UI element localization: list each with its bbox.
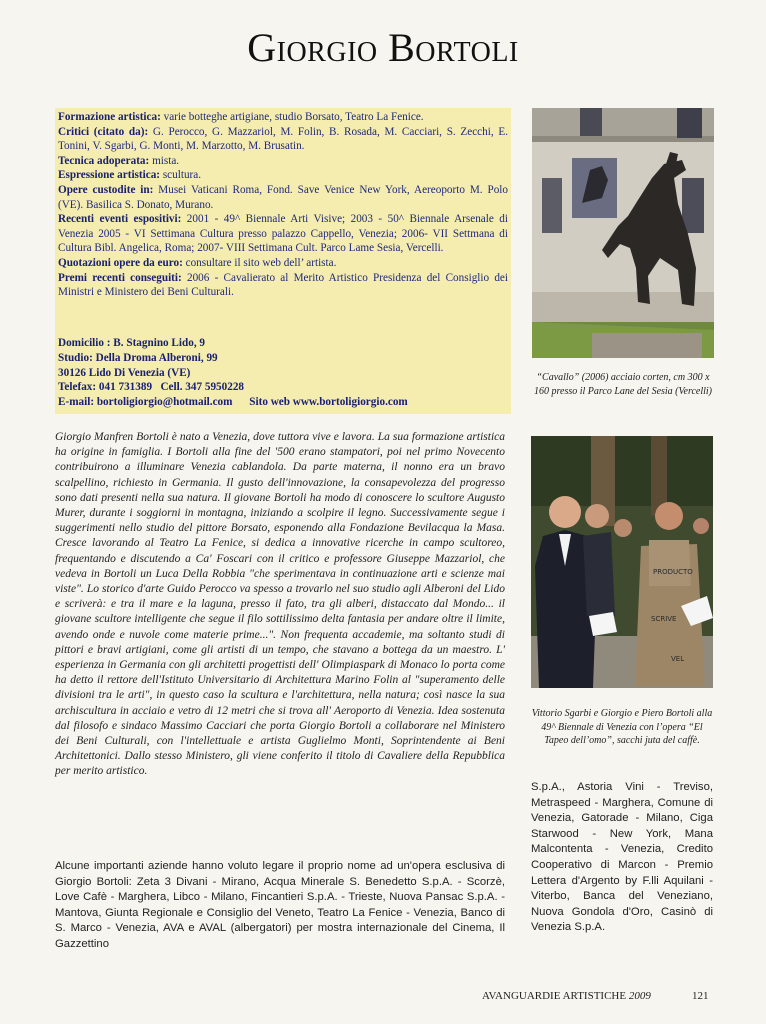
people-caption: Vittorio Sgarbi e Giorgio e Piero Bortoli alla 49^ Biennale di Venezia con l’opera “El Tapeo dell’omo”, sacchi juta del caffè.: [531, 708, 713, 746]
contact-web-line: [58, 395, 408, 410]
sack-label-1: PRODUCTO: [653, 568, 693, 576]
info-quotazioni: Quotazioni opere da euro: consultare il sito web dell’ artista.: [58, 256, 337, 269]
sack-label-2: SCRIVE: [651, 615, 677, 623]
contact-studio: Studio: Della Droma Alberoni, 99: [58, 351, 218, 364]
info-espressione: Espressione artistica: scultura.: [58, 169, 202, 182]
biography-text: [55, 430, 505, 780]
companies-text-continued: S.p.A., Astoria Vini - Treviso, Metraspeed - Marghera, Comune di Venezia, Gatorade - Milano, Ciga Starwood - New York, Mana Malcontenta - Venezia, Credito Cooperativo di Marcon - Premio Lettera d'Argento by F.lli Aquilani - Viterbo, Banca del Veneziano, Nuova Gondola d'Oro, Casinò di Venezia S.p.A.: [531, 781, 713, 934]
sack-label-3: VEL: [671, 655, 685, 663]
horse-sculpture-illustration: [532, 108, 714, 358]
info-eventi: Recenti eventi espositivi: 2001 - 49^ Biennale Arti Visive; 2003 - 50^ Biennale Arsenale di Venezia 2005 - VI Settimana Cultura presso palazzo Cappello, Venezia; 2006- VII Settmana di Cultura Bibl. Angelica, Roma; 2007- VIII Settimana Cult. Parco Lame Sesia, Vercelli.: [58, 213, 508, 255]
companies-text: Alcune importanti aziende hanno voluto legare il proprio nome ad un'opera esclusiva di Giorgio Bortoli: Zeta 3 Divani - Mirano, Acqua Minerale S. Benedetto S.p.A. - Scorzè, Love Cafè - Marghera, Libco - Milano, Fincantieri S.p.A. - Trieste, Nuova Pansac S.p.A. - Mantova, Giunta Regionale e Consiglio del Veneto, Teatro La Fenice - Venezia, Banco di S. Marco - Venezia, AVA e AVAL (albergatori) per mostra internazionale del Cinema, Il Gazzettino: [55, 860, 505, 950]
info-critici: Critici (citato da): G. Perocco, G. Mazzariol, M. Folin, B. Rosada, M. Cacciari, S. Zecchi, E. Tonini, V. Sgarbi, G. Monti, M. Marzotto, M. Brusatin.: [58, 125, 508, 153]
magazine-name: AVANGUARDIE ARTISTICHE: [482, 990, 627, 1002]
horse-caption: “Cavallo” (2006) acciaio corten, cm 300 x 160 presso il Parco Lane del Sesia (Vercelli): [533, 372, 713, 397]
info-box: [55, 108, 511, 414]
contact-website[interactable]: Sito web www.bortoligiorgio.com: [249, 396, 408, 409]
contact-email[interactable]: E-mail: bortoligiorgio@hotmail.com: [58, 396, 233, 409]
contact-block: [58, 336, 408, 410]
info-formazione: Formazione artistica: varie botteghe artigiane, studio Borsato, Teatro La Fenice.: [58, 111, 424, 123]
contact-domicilio: Domicilio : B. Stagnino Lido, 9: [58, 337, 206, 349]
people-photo-illustration: [531, 436, 713, 688]
horse-sculpture-photo: [532, 108, 714, 358]
magazine-year: 2009: [628, 990, 651, 1002]
contact-telefax: Telefax: 041 731389 Cell. 347 5950228: [58, 381, 245, 394]
page-number: 121: [692, 990, 709, 1002]
info-opere: Opere custodite in: Musei Vaticani Roma, Fond. Save Venice New York, Aereoporto M. Polo (VE). Basilica S. Donato, Murano.: [58, 183, 509, 211]
page-footer: [482, 990, 709, 1002]
page-title: Giorgio Bortoli: [247, 25, 519, 70]
info-premi: Premi recenti conseguiti: 2006 - Cavalierato al Merito Artistico Presidenza del Consiglio dei Ministri e Ministero dei Beni Culturali.: [58, 271, 509, 299]
biennale-people-photo: [531, 436, 713, 688]
contact-city: 30126 Lido Di Venezia (VE): [58, 366, 191, 379]
bio-paragraph: Giorgio Manfren Bortoli è nato a Venezia, dove tuttora vive e lavora. La sua formazione artistica ha origine in famiglia. I Bortoli alla fine del '500 erano stampatori, poi nel primo Novecento contribuirono a illuminare Venezia cablandola. Da parte materna, il nonno era un bravo scalpellino, richiesto in Germania. Il gusto dell'innovazione, la consapevolezza del progresso sono dati presenti nella sua natura. Il giovane Bortoli ha modo di conoscere lo scultore Augusto Murer, durante i soggiorni in montagna, iniziando a scolpire il legno. Successivamente segue i suggerimenti nello studio del pittore Borsato, esponendo alla Fondazione Bevilacqua la Masa. Cresce lavorando al Teatro La Fenice, si dedica a innovative ricerche in campo scultoreo, frequentando e discutendo a Ca' Foscari con il critico e professore Giuseppe Mazzariol, che vedeva in Bortoli un Luca Della Robbia "che sperimentava in continuazione arti e scienze mai viste". Lo storico d'arte Guido Perocco va spesso a trovarlo nel suo studio agli Alberoni del Lido e scriverà: e tra il mare e la laguna, presso il fato, tra gli alberi, distaccato dal Mondo... il giovane scultore intelligente che segue il filo sottilissimo delta fantasia per andare oltre il limite, avendo onde e nuvole come materie prime...". Non frequenta accademie, ma soltanto studi di pittori e bravi artigiani, come gli artisti di un tempo, che stavano a bottega da un maestro. L' esperienza in Germania con gli architetti progettisti dell' Olimpiaspark di Monaco lo porta come ha detto il rettore dell'Istituto Universitario di Architettura Marino Folin al "superamento delle divisioni tra le arti", in questo caso la scultura e l'architettura, nella natura; così nasce la sua archiscultura in acciaio e vetro di 12 metri che si trova all' Aeroporto di Venezia. Idea sostenuta dal filosofo e sindaco Massimo Cacciari che porta Giorgio Bortoli a collaborare nel Ministero dei Beni Culturali, con l'intellettuale e artista Guglielmo Monti, Soprintendente ai Beni Architettonici. Dallo stesso Ministero, gli viene conferito il titolo di Cavaliere della Repubblica per merito artistico.: [55, 431, 505, 778]
info-tecnica: Tecnica adoperata: mista.: [58, 154, 180, 167]
